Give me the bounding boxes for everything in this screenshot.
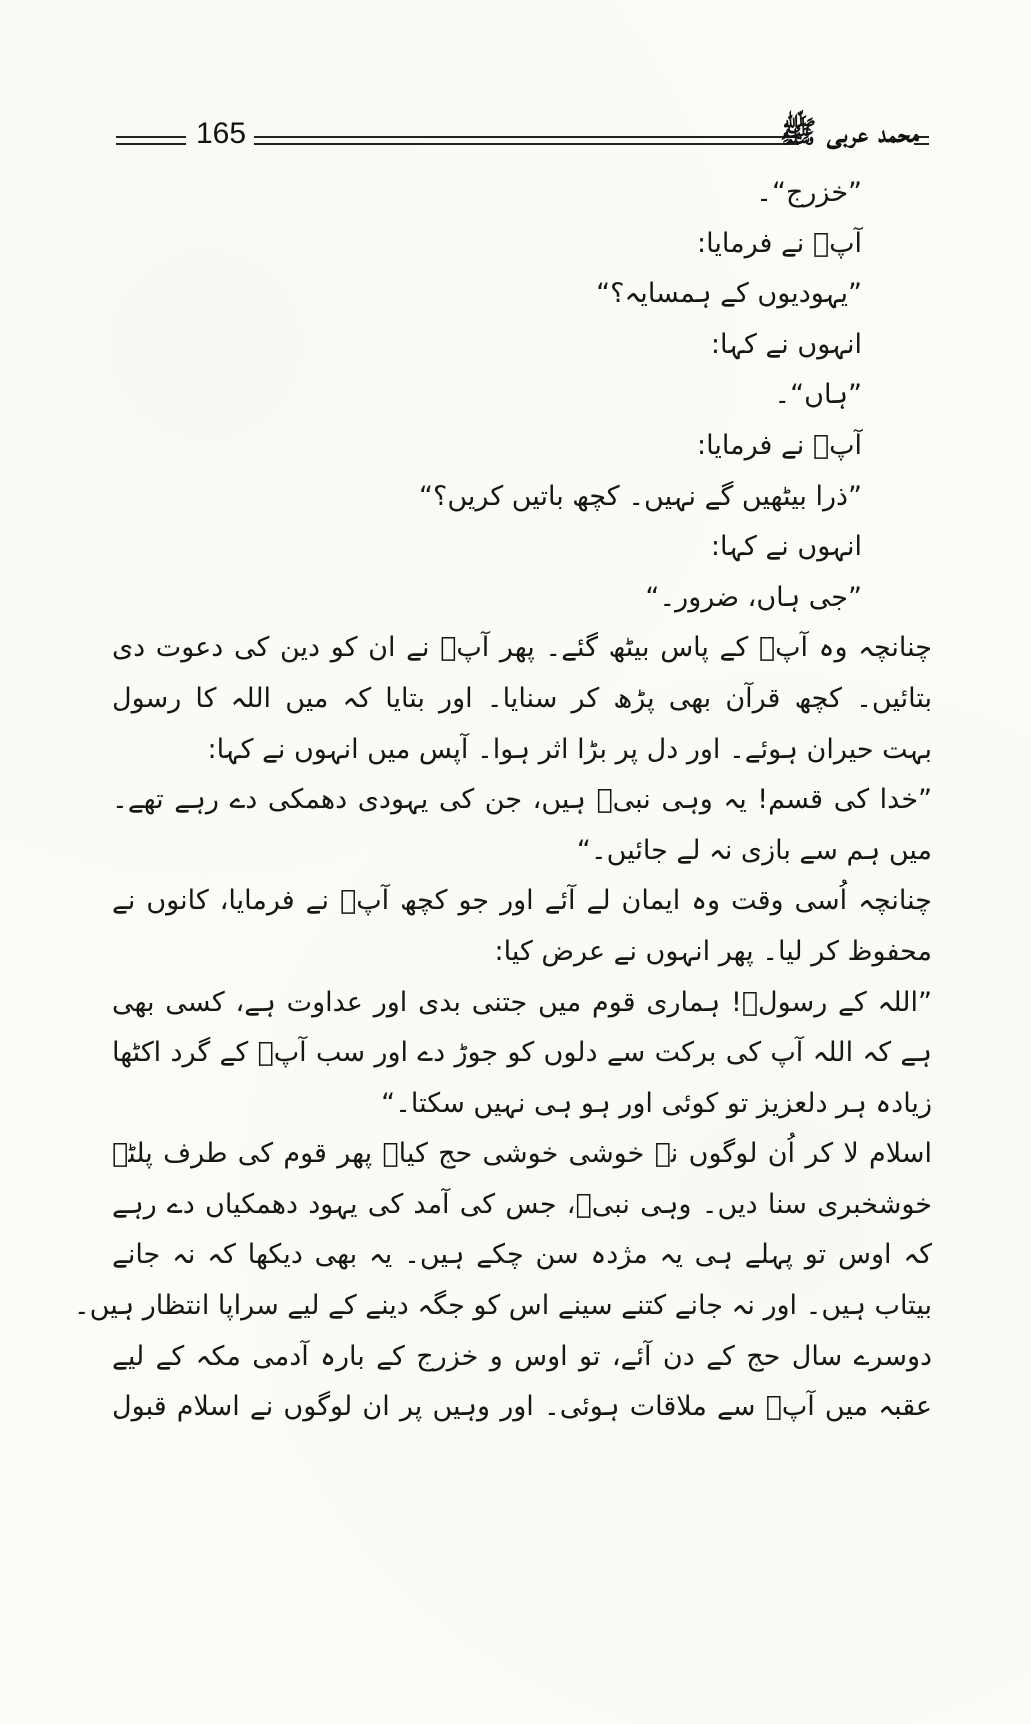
text-line: آپؐ نے فرمایا: bbox=[697, 429, 862, 461]
text-line: ہے کہ اللہ آپ کی برکت سے دلوں کو جوڑ دے اور سب آپؐ کے گرد اکٹھا bbox=[112, 1037, 932, 1069]
text-line: میں ہم سے بازی نہ لے جائیں۔“ bbox=[576, 834, 932, 866]
text-line: انہوں نے کہا: bbox=[710, 328, 862, 360]
text-line: اسلام لا کر اُن لوگوں نے خوشی خوشی حج کیا۔ پھر قوم کی طرف پلٹے bbox=[112, 1138, 932, 1170]
text-line: انہوں نے کہا: bbox=[710, 531, 862, 563]
text-line: خوشخبری سنا دیں۔ وہی نبیؐ، جس کی آمد کی یہود دھمکیاں دے رہے bbox=[112, 1188, 932, 1220]
text-line: عقبہ میں آپؐ سے ملاقات ہوئی۔ اور وہیں پر ان لوگوں نے اسلام قبول bbox=[112, 1391, 932, 1423]
text-line: بتائیں۔ کچھ قرآن بھی پڑھ کر سنایا۔ اور بتایا کہ میں اللہ کا رسول bbox=[112, 682, 932, 714]
text-line: ”یہودیوں کے ہمسایہ؟“ bbox=[596, 278, 862, 310]
text-line: کہ اوس تو پہلے ہی یہ مژدہ سن چکے ہیں۔ یہ بھی دیکھا کہ نہ جانے bbox=[112, 1239, 932, 1271]
text-line: زیادہ ہر دلعزیز تو کوئی اور ہو ہی نہیں سکتا۔“ bbox=[381, 1087, 932, 1119]
page-text bbox=[73, 168, 932, 1433]
book-title: محمد عربی ﷺ bbox=[780, 115, 919, 150]
text-line: محفوظ کر لیا۔ پھر انہوں نے عرض کیا: bbox=[494, 935, 932, 967]
text-line: بہت حیران ہوئے۔ اور دل پر بڑا اثر ہوا۔ آپس میں انہوں نے کہا: bbox=[207, 733, 932, 765]
text-line: ”خزرج“۔ bbox=[756, 177, 862, 208]
text-line: ”جی ہاں، ضرور۔“ bbox=[645, 581, 862, 613]
text-line: ”ہاں“۔ bbox=[774, 379, 862, 411]
text-line: ”ذرا بیٹھیں گے نہیں۔ کچھ باتیں کریں؟“ bbox=[419, 480, 862, 512]
header-rule-middle bbox=[254, 136, 799, 145]
text-line: آپؐ نے فرمایا: bbox=[697, 227, 862, 259]
text-line: چنانچہ وہ آپؐ کے پاس بیٹھ گئے۔ پھر آپؐ نے ان کو دین کی دعوت دی bbox=[112, 632, 932, 664]
page-header bbox=[116, 110, 929, 160]
page-number: 165 bbox=[195, 117, 247, 150]
text-line: ”اللہ کے رسولؐ! ہماری قوم میں جتنی بدی اور عداوت ہے، کسی بھی bbox=[112, 986, 932, 1018]
text-line: دوسرے سال حج کے دن آئے، تو اوس و خزرج کے بارہ آدمی مکہ کے لیے bbox=[112, 1340, 932, 1372]
text-line: چنانچہ اُسی وقت وہ ایمان لے آئے اور جو کچھ آپؐ نے فرمایا، کانوں نے bbox=[112, 885, 932, 917]
text-line: بیتاب ہیں۔ اور نہ جانے کتنے سینے اس کو جگہ دینے کے لیے سراپا انتظار ہیں۔ bbox=[73, 1290, 932, 1322]
text-line: ”خدا کی قسم! یہ وہی نبیؐ ہیں، جن کی یہودی دھمکی دے رہے تھے۔ bbox=[112, 784, 932, 816]
header-rule-left bbox=[116, 136, 186, 145]
header-rule-right bbox=[914, 136, 929, 145]
